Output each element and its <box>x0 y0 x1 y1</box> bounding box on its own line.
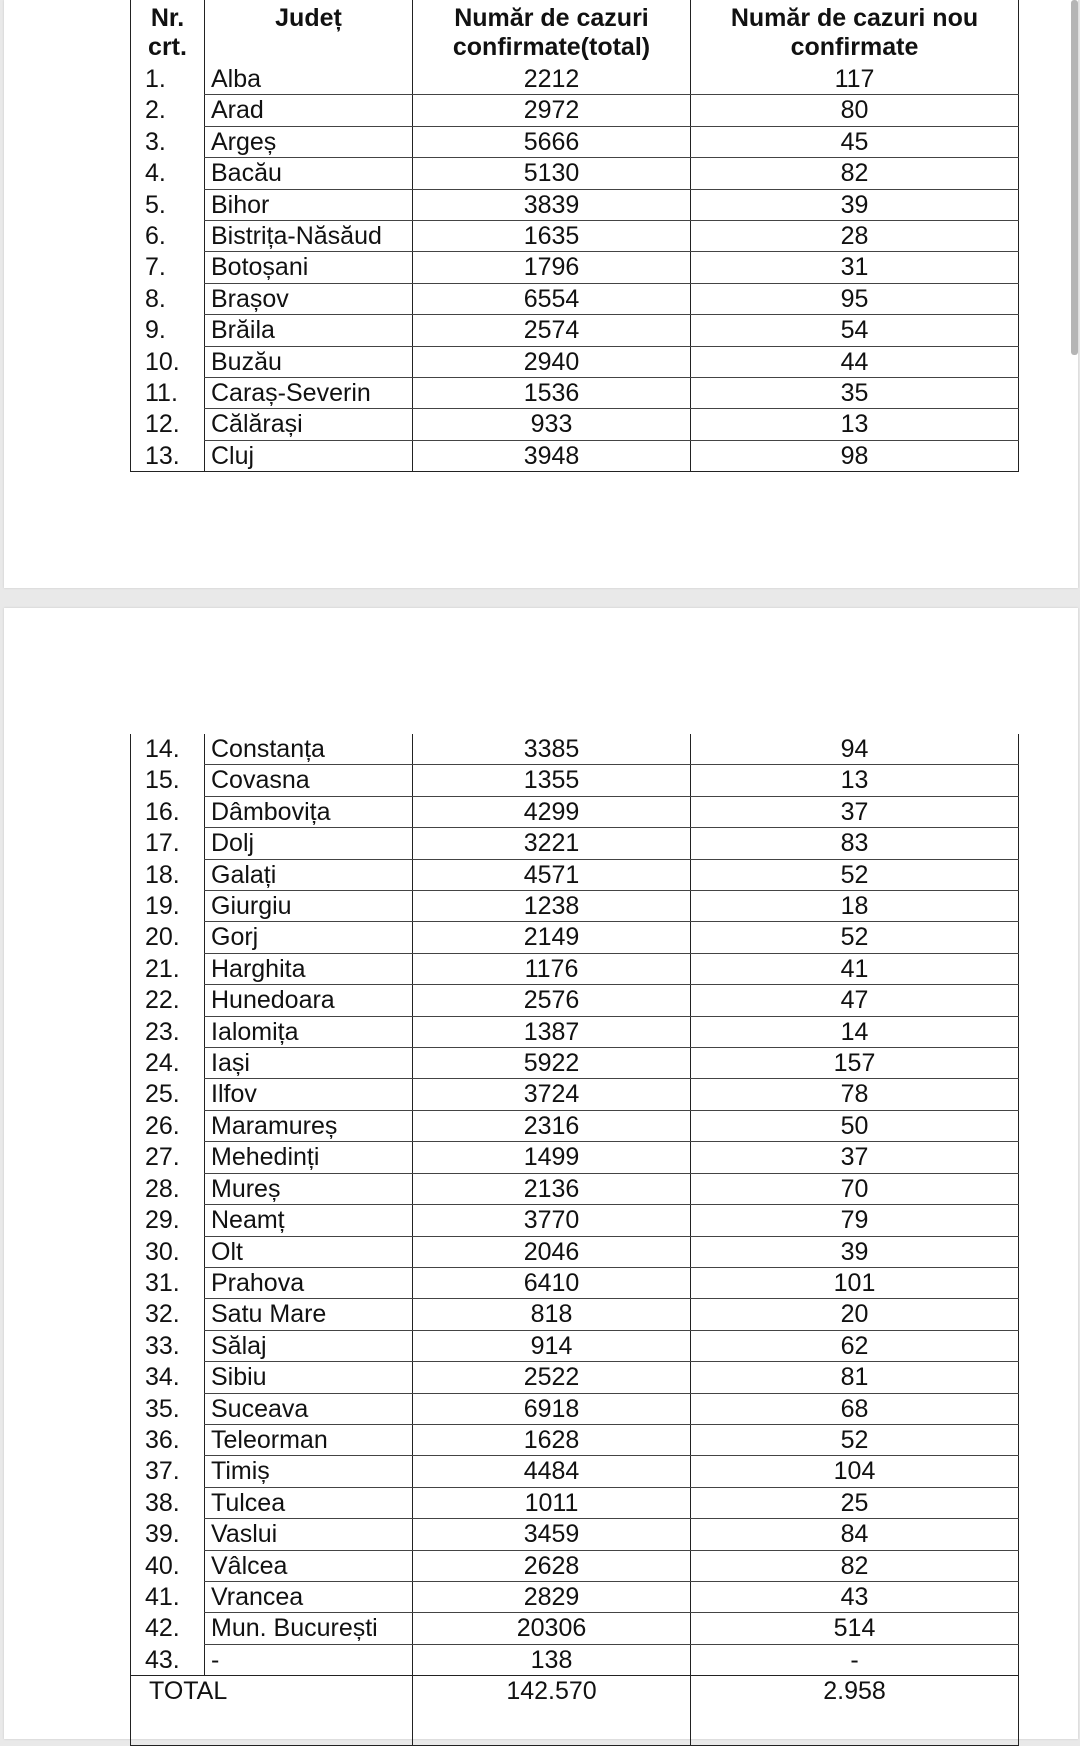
total-cases: 4299 <box>413 796 691 827</box>
new-cases: 13 <box>691 765 1019 796</box>
new-cases: 70 <box>691 1173 1019 1204</box>
total-cases: 5130 <box>413 158 691 189</box>
row-number: 37. <box>131 1456 205 1487</box>
county-name: Dâmbovița <box>205 796 413 827</box>
table-row <box>131 1330 1019 1361</box>
county-name: Cluj <box>205 440 413 471</box>
row-number: 22. <box>131 985 205 1016</box>
table-row <box>131 252 1019 283</box>
row-number: 19. <box>131 891 205 922</box>
total-cases: 2212 <box>413 64 691 95</box>
total-cases: 2972 <box>413 95 691 126</box>
county-name: Maramureș <box>205 1110 413 1141</box>
new-cases: 25 <box>691 1487 1019 1518</box>
row-number: 42. <box>131 1613 205 1644</box>
total-cases: 1355 <box>413 765 691 796</box>
county-name: Neamț <box>205 1205 413 1236</box>
document-page-2 <box>4 608 1078 1739</box>
table-row <box>131 95 1019 126</box>
new-cases: 81 <box>691 1362 1019 1393</box>
cases-table-part-2 <box>130 734 1019 1746</box>
row-number: 20. <box>131 922 205 953</box>
total-cases: 1635 <box>413 221 691 252</box>
county-name: Bistrița-Năsăud <box>205 221 413 252</box>
county-name: Covasna <box>205 765 413 796</box>
county-name: Călărași <box>205 409 413 440</box>
new-cases: 13 <box>691 409 1019 440</box>
county-name: Harghita <box>205 953 413 984</box>
county-name: - <box>205 1644 413 1675</box>
total-cases: 914 <box>413 1330 691 1361</box>
total-cases: 3724 <box>413 1079 691 1110</box>
total-cases: 2316 <box>413 1110 691 1141</box>
row-number: 1. <box>131 64 205 95</box>
table-row <box>131 828 1019 859</box>
scrollbar[interactable] <box>1071 0 1078 355</box>
new-cases: 47 <box>691 985 1019 1016</box>
total-cases: 3948 <box>413 440 691 471</box>
row-number: 9. <box>131 315 205 346</box>
row-number: 21. <box>131 953 205 984</box>
total-new-sum: 2.958 <box>691 1676 1019 1707</box>
total-cases: 5922 <box>413 1048 691 1079</box>
county-name: Botoșani <box>205 252 413 283</box>
county-name: Argeș <box>205 126 413 157</box>
new-cases: 14 <box>691 1016 1019 1047</box>
county-name: Timiș <box>205 1456 413 1487</box>
table-row <box>131 1110 1019 1141</box>
new-cases: 68 <box>691 1393 1019 1424</box>
table-row <box>131 346 1019 377</box>
row-number: 4. <box>131 158 205 189</box>
total-cases: 3839 <box>413 189 691 220</box>
new-cases: 82 <box>691 1550 1019 1581</box>
table-row <box>131 796 1019 827</box>
county-name: Arad <box>205 95 413 126</box>
total-label: TOTAL <box>131 1676 413 1707</box>
county-name: Vaslui <box>205 1519 413 1550</box>
row-number: 28. <box>131 1173 205 1204</box>
county-name: Alba <box>205 64 413 95</box>
table-row <box>131 1550 1019 1581</box>
row-number: 35. <box>131 1393 205 1424</box>
new-cases: 31 <box>691 252 1019 283</box>
total-cases: 6554 <box>413 283 691 314</box>
total-cases: 6410 <box>413 1267 691 1298</box>
new-cases: 52 <box>691 859 1019 890</box>
new-cases: 101 <box>691 1267 1019 1298</box>
total-cases: 2046 <box>413 1236 691 1267</box>
total-cases: 1387 <box>413 1016 691 1047</box>
county-name: Vrancea <box>205 1581 413 1612</box>
row-number: 24. <box>131 1048 205 1079</box>
table-row <box>131 1613 1019 1644</box>
new-cases: 84 <box>691 1519 1019 1550</box>
row-number: 11. <box>131 378 205 409</box>
total-cases: 818 <box>413 1299 691 1330</box>
new-cases: 104 <box>691 1456 1019 1487</box>
county-name: Vâlcea <box>205 1550 413 1581</box>
table-row <box>131 1424 1019 1455</box>
total-cases: 2829 <box>413 1581 691 1612</box>
total-cases: 1499 <box>413 1142 691 1173</box>
new-cases: - <box>691 1644 1019 1675</box>
row-number: 23. <box>131 1016 205 1047</box>
county-name: Mun. București <box>205 1613 413 1644</box>
county-name: Mehedinți <box>205 1142 413 1173</box>
row-number: 34. <box>131 1362 205 1393</box>
county-name: Tulcea <box>205 1487 413 1518</box>
table-row <box>131 1487 1019 1518</box>
new-cases: 95 <box>691 283 1019 314</box>
new-cases: 52 <box>691 1424 1019 1455</box>
new-cases: 37 <box>691 796 1019 827</box>
table-row <box>131 953 1019 984</box>
table-row <box>131 378 1019 409</box>
row-number: 3. <box>131 126 205 157</box>
new-cases: 82 <box>691 158 1019 189</box>
table-row <box>131 158 1019 189</box>
row-number: 5. <box>131 189 205 220</box>
table-blank-row <box>131 1707 1019 1746</box>
row-number: 17. <box>131 828 205 859</box>
total-cases: 3770 <box>413 1205 691 1236</box>
new-cases: 157 <box>691 1048 1019 1079</box>
county-name: Gorj <box>205 922 413 953</box>
row-number: 25. <box>131 1079 205 1110</box>
county-name: Iași <box>205 1048 413 1079</box>
row-number: 2. <box>131 95 205 126</box>
new-cases: 45 <box>691 126 1019 157</box>
county-name: Ialomița <box>205 1016 413 1047</box>
row-number: 15. <box>131 765 205 796</box>
total-cases: 2522 <box>413 1362 691 1393</box>
row-number: 26. <box>131 1110 205 1141</box>
county-name: Mureș <box>205 1173 413 1204</box>
new-cases: 83 <box>691 828 1019 859</box>
total-cases: 4484 <box>413 1456 691 1487</box>
new-cases: 41 <box>691 953 1019 984</box>
new-cases: 44 <box>691 346 1019 377</box>
new-cases: 37 <box>691 1142 1019 1173</box>
table-row <box>131 1581 1019 1612</box>
header-nr-crt: Nr. crt. <box>131 0 205 64</box>
table-row <box>131 409 1019 440</box>
table-row <box>131 922 1019 953</box>
new-cases: 52 <box>691 922 1019 953</box>
row-number: 10. <box>131 346 205 377</box>
table-row <box>131 1142 1019 1173</box>
new-cases: 78 <box>691 1079 1019 1110</box>
table-row <box>131 1456 1019 1487</box>
county-name: Galați <box>205 859 413 890</box>
total-cases: 1176 <box>413 953 691 984</box>
row-number: 32. <box>131 1299 205 1330</box>
county-name: Dolj <box>205 828 413 859</box>
new-cases: 79 <box>691 1205 1019 1236</box>
county-name: Giurgiu <box>205 891 413 922</box>
new-cases: 62 <box>691 1330 1019 1361</box>
county-name: Bihor <box>205 189 413 220</box>
table-row <box>131 859 1019 890</box>
table-row <box>131 985 1019 1016</box>
row-number: 27. <box>131 1142 205 1173</box>
total-cases: 5666 <box>413 126 691 157</box>
table-row <box>131 1299 1019 1330</box>
table-row <box>131 1016 1019 1047</box>
county-name: Hunedoara <box>205 985 413 1016</box>
total-cases: 1536 <box>413 378 691 409</box>
table-row <box>131 221 1019 252</box>
county-name: Sălaj <box>205 1330 413 1361</box>
table-row <box>131 189 1019 220</box>
table-header-row <box>131 0 1019 64</box>
total-cases: 1238 <box>413 891 691 922</box>
table-row <box>131 1236 1019 1267</box>
county-name: Ilfov <box>205 1079 413 1110</box>
row-number: 43. <box>131 1644 205 1675</box>
row-number: 14. <box>131 734 205 765</box>
total-cases: 138 <box>413 1644 691 1675</box>
total-cases: 6918 <box>413 1393 691 1424</box>
total-row <box>131 1676 1019 1707</box>
county-name: Buzău <box>205 346 413 377</box>
table-row <box>131 64 1019 95</box>
total-cases: 1011 <box>413 1487 691 1518</box>
county-name: Olt <box>205 1236 413 1267</box>
row-number: 41. <box>131 1581 205 1612</box>
table-row <box>131 1205 1019 1236</box>
new-cases: 18 <box>691 891 1019 922</box>
row-number: 31. <box>131 1267 205 1298</box>
row-number: 18. <box>131 859 205 890</box>
total-cases: 2940 <box>413 346 691 377</box>
table-row <box>131 126 1019 157</box>
row-number: 8. <box>131 283 205 314</box>
table-row <box>131 283 1019 314</box>
total-cases: 2149 <box>413 922 691 953</box>
county-name: Brăila <box>205 315 413 346</box>
new-cases: 43 <box>691 1581 1019 1612</box>
row-number: 13. <box>131 440 205 471</box>
table-row <box>131 1644 1019 1675</box>
row-number: 7. <box>131 252 205 283</box>
table-row <box>131 1267 1019 1298</box>
county-name: Constanța <box>205 734 413 765</box>
total-cases: 3221 <box>413 828 691 859</box>
table-row <box>131 1393 1019 1424</box>
row-number: 29. <box>131 1205 205 1236</box>
table-row <box>131 1173 1019 1204</box>
table-row <box>131 1048 1019 1079</box>
new-cases: 80 <box>691 95 1019 126</box>
total-cases: 933 <box>413 409 691 440</box>
total-cases: 4571 <box>413 859 691 890</box>
total-cases: 3385 <box>413 734 691 765</box>
table-row <box>131 1362 1019 1393</box>
new-cases: 50 <box>691 1110 1019 1141</box>
new-cases: 39 <box>691 1236 1019 1267</box>
total-cases: 3459 <box>413 1519 691 1550</box>
new-cases: 98 <box>691 440 1019 471</box>
new-cases: 35 <box>691 378 1019 409</box>
total-confirmed-sum: 142.570 <box>413 1676 691 1707</box>
header-judet: Județ <box>205 0 413 64</box>
header-new-cases: Număr de cazuri nou confirmate <box>691 0 1019 64</box>
table-row <box>131 891 1019 922</box>
county-name: Satu Mare <box>205 1299 413 1330</box>
total-cases: 1796 <box>413 252 691 283</box>
county-name: Brașov <box>205 283 413 314</box>
table-row <box>131 734 1019 765</box>
new-cases: 94 <box>691 734 1019 765</box>
county-name: Sibiu <box>205 1362 413 1393</box>
total-cases: 2574 <box>413 315 691 346</box>
cases-table-part-1 <box>130 0 1019 472</box>
row-number: 30. <box>131 1236 205 1267</box>
row-number: 36. <box>131 1424 205 1455</box>
row-number: 40. <box>131 1550 205 1581</box>
total-cases: 2136 <box>413 1173 691 1204</box>
total-cases: 2576 <box>413 985 691 1016</box>
new-cases: 39 <box>691 189 1019 220</box>
row-number: 39. <box>131 1519 205 1550</box>
total-cases: 2628 <box>413 1550 691 1581</box>
county-name: Teleorman <box>205 1424 413 1455</box>
header-total-cases: Număr de cazuri confirmate(total) <box>413 0 691 64</box>
new-cases: 20 <box>691 1299 1019 1330</box>
county-name: Bacău <box>205 158 413 189</box>
table-row <box>131 440 1019 471</box>
document-page-1 <box>4 0 1078 588</box>
county-name: Prahova <box>205 1267 413 1298</box>
new-cases: 28 <box>691 221 1019 252</box>
total-cases: 20306 <box>413 1613 691 1644</box>
county-name: Caraș-Severin <box>205 378 413 409</box>
total-cases: 1628 <box>413 1424 691 1455</box>
table-row <box>131 1519 1019 1550</box>
new-cases: 117 <box>691 64 1019 95</box>
county-name: Suceava <box>205 1393 413 1424</box>
row-number: 33. <box>131 1330 205 1361</box>
row-number: 12. <box>131 409 205 440</box>
row-number: 6. <box>131 221 205 252</box>
row-number: 38. <box>131 1487 205 1518</box>
new-cases: 514 <box>691 1613 1019 1644</box>
new-cases: 54 <box>691 315 1019 346</box>
table-row <box>131 1079 1019 1110</box>
row-number: 16. <box>131 796 205 827</box>
table-row <box>131 315 1019 346</box>
table-row <box>131 765 1019 796</box>
